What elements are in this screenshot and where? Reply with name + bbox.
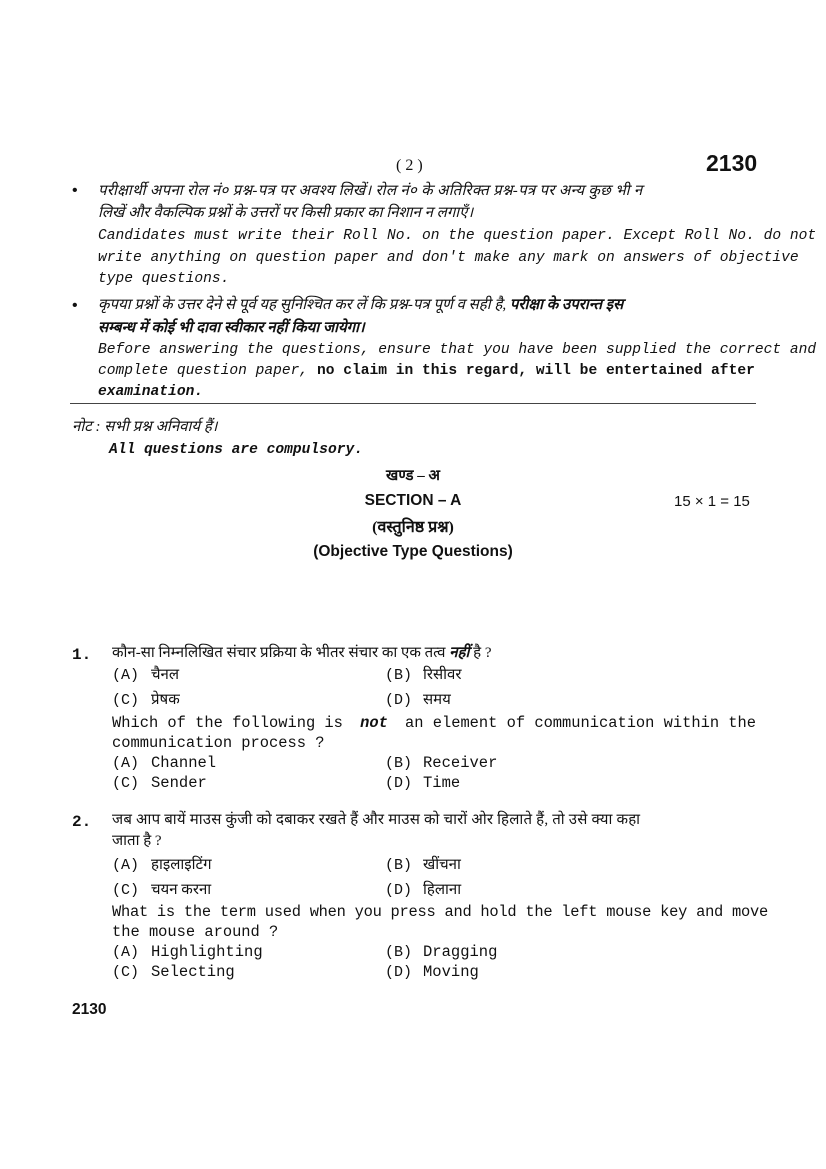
instruction-1-english-line-1: Candidates must write their Roll No. on the question paper. Except Roll No. do not — [98, 228, 817, 244]
divider-rule — [70, 403, 756, 404]
q1-en-opt-b-text: Receiver — [423, 754, 498, 772]
q2-en-opt-a-text: Highlighting — [151, 943, 263, 961]
q1-hi-opt-b-letter: (B) — [385, 667, 413, 684]
page-number: ( 2 ) — [396, 157, 423, 174]
q2-hi-opt-b-letter: (B) — [385, 857, 413, 874]
q1-en-opt-a-letter: (A) — [112, 755, 140, 772]
q2-hi-opt-a-letter: (A) — [112, 857, 140, 874]
instruction-1-english-line-3: type questions. — [98, 271, 230, 287]
instruction-2-english-bold: no claim in this regard, will be entertained after — [316, 363, 755, 379]
q1-hi-opt-d-letter: (D) — [385, 692, 413, 709]
q1-hi-opt-d-text: समय — [423, 692, 451, 708]
q2-en-opt-d-text: Moving — [423, 963, 479, 981]
question-1-number: 1. — [72, 646, 92, 664]
q1-hi-opt-b-text: रिसीवर — [423, 667, 462, 683]
question-2-number: 2. — [72, 813, 92, 831]
paper-code-top: 2130 — [706, 150, 758, 176]
q1-hi-opt-c-letter: (C) — [112, 692, 140, 709]
instruction-2-english-line-3: examination. — [98, 384, 204, 400]
instruction-2-hindi-normal: कृपया प्रश्नों के उत्तर देने से पूर्व यह सुनिश्चित कर लें कि प्रश्न-पत्र पूर्ण व सही है, — [98, 297, 507, 313]
q1-en-opt-d-text: Time — [423, 774, 461, 792]
q2-en-opt-b-letter: (B) — [385, 944, 413, 961]
q1-hi-opt-c-text: प्रेषक — [151, 692, 180, 708]
paper-code-footer: 2130 — [72, 1001, 107, 1018]
instruction-1-hindi-line-1: परीक्षार्थी अपना रोल नं० प्रश्न-पत्र पर अवश्य लिखें। रोल नं० के अतिरिक्त प्रश्न-पत्र पर अन्य कुछ भी न — [98, 183, 643, 199]
instruction-1-hindi-line-2: लिखें और वैकल्पिक प्रश्नों के उत्तरों पर किसी प्रकार का निशान न लगाएँ। — [98, 205, 474, 221]
q2-en-opt-a-letter: (A) — [112, 944, 140, 961]
question-1-english-post: an element of communication within the — [405, 714, 756, 732]
q2-hi-opt-b-text: खींचना — [423, 857, 461, 873]
question-1-hindi-pre: कौन-सा निम्नलिखित संचार प्रक्रिया के भीतर संचार का एक तत्व — [112, 645, 446, 661]
q2-en-opt-c-text: Selecting — [151, 963, 235, 981]
question-1-hindi — [112, 642, 762, 664]
q1-en-opt-b-letter: (B) — [385, 755, 413, 772]
question-1-english-bold: not — [360, 714, 388, 732]
question-2-hindi-line-1: जब आप बायें माउस कुंजी को दबाकर रखते हैं और माउस को चारों ओर हिलाते हैं, तो उसे क्या कहा — [112, 812, 641, 828]
q1-hi-opt-a-text: चैनल — [151, 667, 180, 683]
q1-en-opt-a-text: Channel — [151, 754, 217, 772]
question-1-english-line-1 — [112, 714, 756, 732]
q2-hi-opt-d-letter: (D) — [385, 882, 413, 899]
section-english-subtitle: (Objective Type Questions) — [313, 543, 513, 560]
instruction-2-english-line-2 — [98, 361, 755, 383]
instruction-2-english-normal: complete question paper, — [98, 363, 309, 379]
question-2-hindi-line-2: जाता है ? — [112, 833, 162, 849]
q2-hi-opt-d-text: हिलाना — [423, 882, 462, 898]
instruction-bullet: • — [72, 182, 78, 199]
instruction-2-english-line-1: Before answering the questions, ensure that you have been supplied the correct and — [98, 342, 817, 358]
q1-en-opt-c-text: Sender — [151, 774, 207, 792]
section-english-title: SECTION – A — [364, 492, 462, 509]
section-hindi-title: खण्ड – अ — [386, 468, 440, 484]
note-english: All questions are compulsory. — [109, 442, 363, 458]
q2-hi-opt-a-text: हाइलाइटिंग — [151, 857, 212, 873]
q2-en-opt-d-letter: (D) — [385, 964, 413, 981]
question-1-english-line-2: communication process ? — [112, 734, 325, 752]
note-hindi: नोट : सभी प्रश्न अनिवार्य हैं। — [72, 419, 218, 435]
section-hindi-subtitle: (वस्तुनिष्ठ प्रश्न) — [372, 519, 454, 536]
question-1-hindi-bold: नहीं — [449, 645, 470, 661]
q2-en-opt-b-text: Dragging — [423, 943, 498, 961]
instruction-2-hindi-bold: परीक्षा के उपरान्त इस — [509, 297, 624, 313]
question-2-english-line-1: What is the term used when you press and hold the left mouse key and move — [112, 903, 768, 921]
instruction-2-hindi-line-1 — [98, 295, 758, 316]
q2-hi-opt-c-letter: (C) — [112, 882, 140, 899]
instruction-bullet: • — [72, 297, 78, 314]
q1-hi-opt-a-letter: (A) — [112, 667, 140, 684]
q2-en-opt-c-letter: (C) — [112, 964, 140, 981]
q1-en-opt-d-letter: (D) — [385, 775, 413, 792]
question-1-english-pre: Which of the following is — [112, 714, 343, 732]
q1-en-opt-c-letter: (C) — [112, 775, 140, 792]
instruction-2-hindi-line-2: सम्बन्ध में कोई भी दावा स्वीकार नहीं किया जायेगा। — [98, 320, 365, 336]
instruction-1-english-line-2: write anything on question paper and don't make any mark on answers of objective — [98, 250, 799, 266]
q2-hi-opt-c-text: चयन करना — [151, 882, 212, 898]
question-1-hindi-post: है ? — [473, 645, 492, 661]
section-marks: 15 × 1 = 15 — [674, 493, 750, 510]
question-2-english-line-2: the mouse around ? — [112, 923, 279, 941]
